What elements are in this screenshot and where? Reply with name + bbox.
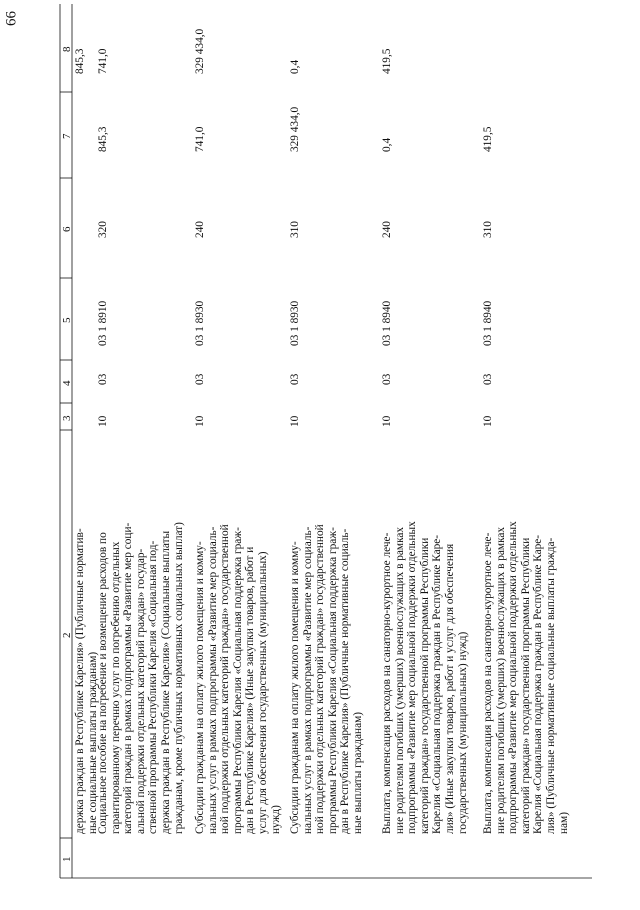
- row-1-expense-type: 320: [97, 221, 109, 238]
- column-header-5: 5: [61, 317, 73, 323]
- row-3-description-line: Субсидии гражданам на оплату жилого помещения и комму-: [289, 541, 301, 834]
- carry-over-col8: 845,3: [74, 48, 86, 74]
- row-5-description-line: лия» (Публичные нормативные социальные выплаты гражда-: [544, 537, 557, 834]
- row-3-description-line: ные выплаты гражданам): [351, 712, 364, 834]
- row-1-description: [97, 522, 185, 834]
- carry-over-description-line: ные социальные выплаты гражданам): [86, 651, 99, 834]
- row-3-expense-type: 310: [289, 221, 301, 238]
- row-5-description-line: ние родителям погибших (умерших) военнослужащих в рамках: [494, 526, 507, 834]
- row-1-col8: 741,0: [97, 48, 109, 74]
- row-5-description-line: подпрограммы «Развитие мер социальной поддержки отдельных: [507, 521, 520, 834]
- row-4-description-line: Выплата, компенсация расходов на санаторно-курортное лече-: [381, 532, 393, 834]
- row-4-col8: 419,5: [381, 48, 393, 74]
- row-2-description-line: нужд): [269, 805, 282, 834]
- row-2-description: [194, 524, 282, 834]
- row-1-description-line: ственной программы Республики Карелия «Социальная под-: [147, 540, 160, 834]
- row-4-description-line: государственных (муниципальных) нужд): [456, 631, 469, 834]
- row-2-description-line: Субсидии гражданам на оплату жилого помещения и комму-: [194, 541, 206, 834]
- row-5-description: [482, 521, 570, 834]
- row-4-col7: 0,4: [381, 137, 393, 152]
- row-5-target-article: 03 1 8940: [482, 300, 494, 346]
- row-1-target-article: 03 1 8910: [97, 300, 109, 346]
- page-number-text: 66: [3, 11, 20, 26]
- row-1-description-line: категорий граждан в рамках подпрограммы «Развитие мер соци-: [122, 522, 135, 834]
- column-header-3: 3: [61, 415, 73, 421]
- row-2-expense-type: 240: [194, 221, 206, 238]
- row-2-col7: 741,0: [194, 126, 206, 152]
- row-1-subsection: 03: [97, 373, 109, 385]
- row-4-expense-type: 240: [381, 221, 393, 238]
- row-1-section: 10: [97, 415, 109, 427]
- row-1-description-line: альной поддержки отдельных категорий граждан» государ-: [134, 548, 147, 834]
- row-4-description-line: лия» (Иные закупки товаров, работ и услуг для обеспечения: [443, 543, 456, 834]
- column-header-8: 8: [61, 46, 73, 52]
- row-5-description-line: Карелия «Социальная поддержка граждан в Республике Каре-: [532, 534, 545, 834]
- row-4-description-line: Карелия «Социальная поддержка граждан в Республике Каре-: [431, 534, 444, 834]
- carry-over-description-line: держка граждан в Республике Карелия» (Публичные норматив-: [74, 528, 86, 834]
- row-4-section: 10: [381, 415, 393, 427]
- row-2-description-line: ной поддержки отдельных категорий граждан» государственной: [219, 524, 232, 834]
- row-3-section: 10: [289, 415, 301, 427]
- row-2-description-line: нальных услуг в рамках подпрограммы «Развитие мер социаль-: [206, 526, 219, 834]
- column-header-2: 2: [61, 632, 73, 638]
- column-header-6: 6: [61, 226, 73, 232]
- row-3-description: [289, 524, 365, 834]
- row-1-description-line: гражданам, кроме публичных нормативных социальных выплат): [172, 522, 185, 834]
- row-5-description-line: категорий граждан» государственной программы Республики: [519, 537, 532, 834]
- row-2-subsection: 03: [194, 373, 206, 385]
- row-1-description-line: держка граждан в Республике Карелия» (Социальные выплаты: [159, 530, 172, 834]
- row-1-col7: 845,3: [97, 126, 109, 152]
- row-2-target-article: 03 1 8930: [194, 300, 206, 346]
- row-3-target-article: 03 1 8930: [289, 300, 301, 346]
- row-5-section: 10: [482, 415, 494, 427]
- row-1-description-line: Социальное пособие на погребение и возмещение расходов по: [97, 532, 109, 834]
- row-2-description-line: программы Республики Карелия «Социальная поддержка граж-: [231, 527, 244, 834]
- row-2-description-line: дан в Республике Карелия» (Иные закупки товаров, работ и: [244, 546, 257, 834]
- row-4-description: [381, 521, 469, 834]
- row-2-description-line: услуг для обеспечения государственных (муниципальных): [256, 551, 269, 834]
- column-header-7: 7: [61, 133, 73, 139]
- row-4-description-line: подпрограммы «Развитие мер социальной поддержки отдельных: [406, 521, 419, 834]
- row-5-description-line: Выплата, компенсация расходов на санаторно-курортное лече-: [482, 532, 494, 834]
- row-4-description-line: ние родителям погибших (умерших) военнослужащих в рамках: [393, 526, 406, 834]
- row-4-target-article: 03 1 8940: [381, 300, 393, 346]
- row-5-description-line: нам): [557, 812, 570, 834]
- column-header-4: 4: [61, 380, 73, 386]
- row-3-col8: 0,4: [289, 59, 301, 74]
- row-3-subsection: 03: [289, 373, 301, 385]
- row-3-description-line: ной поддержки отдельных категорий граждан» государственной: [314, 524, 327, 834]
- column-header-1: 1: [61, 856, 73, 862]
- row-3-col7: 329 434,0: [289, 106, 301, 152]
- row-5-col7: 419,5: [482, 126, 494, 152]
- row-5-expense-type: 310: [482, 221, 494, 238]
- row-3-description-line: программы Республики Карелия «Социальная поддержка граж-: [326, 527, 339, 834]
- row-4-description-line: категорий граждан» государственной программы Республики: [418, 537, 431, 834]
- row-2-col8: 329 434,0: [194, 28, 206, 74]
- carry-over-description: [74, 528, 99, 834]
- row-3-description-line: нальных услуг в рамках подпрограммы «Развитие мер социаль-: [301, 526, 314, 834]
- row-3-description-line: дан в Республике Карелия» (Публичные нормативные социаль-: [339, 528, 352, 834]
- row-2-section: 10: [194, 415, 206, 427]
- row-5-subsection: 03: [482, 373, 494, 385]
- row-1-description-line: гарантированному перечню услуг по погребению отдельных: [109, 541, 122, 834]
- row-4-subsection: 03: [381, 373, 393, 385]
